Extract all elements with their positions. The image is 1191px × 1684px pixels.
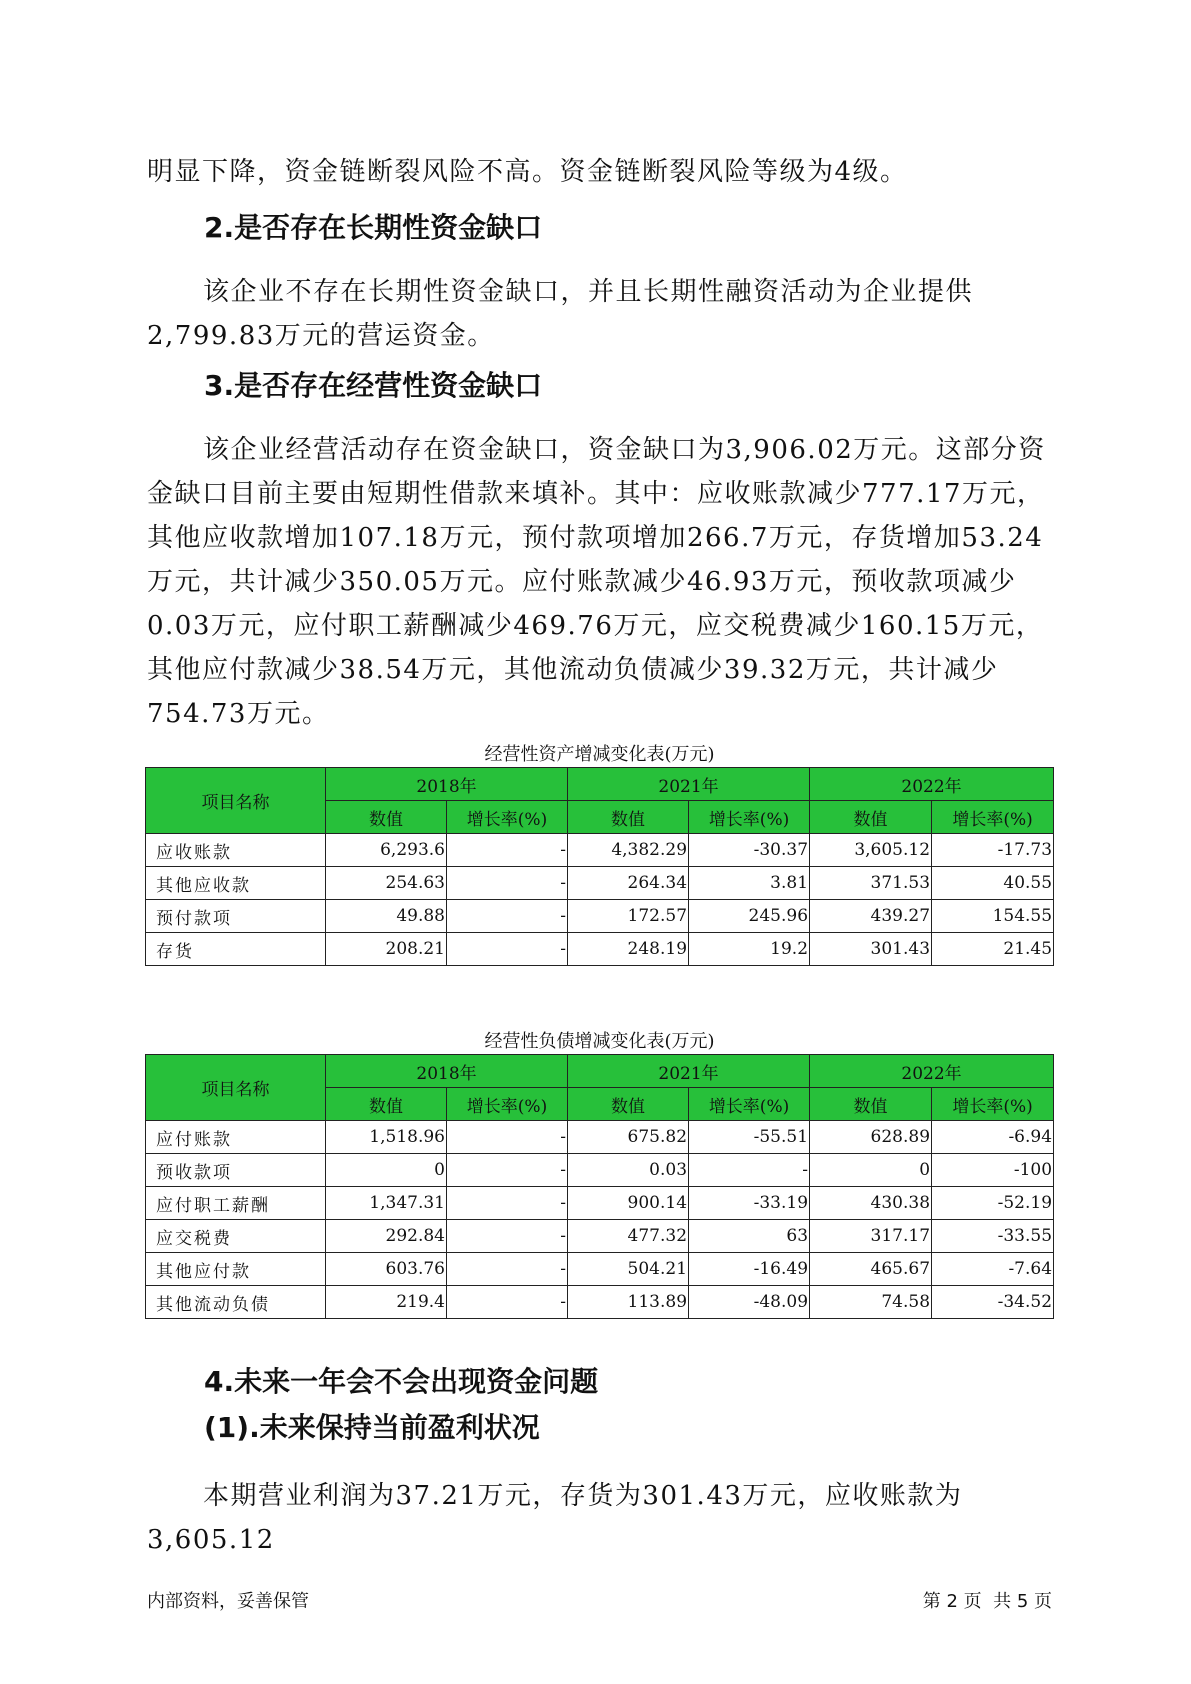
column-header-value: 数值 bbox=[568, 1088, 689, 1121]
row-label: 其他应付款 bbox=[146, 1253, 326, 1286]
column-header-rate: 增长率(%) bbox=[932, 1088, 1054, 1121]
table-row bbox=[146, 1187, 1054, 1220]
cell-value: 6,293.6 bbox=[326, 834, 447, 867]
cell-value: 219.4 bbox=[326, 1286, 447, 1319]
row-label: 应收账款 bbox=[146, 834, 326, 867]
row-label: 其他流动负债 bbox=[146, 1286, 326, 1319]
cell-value: 675.82 bbox=[568, 1121, 689, 1154]
cell-value: 628.89 bbox=[810, 1121, 932, 1154]
cell-rate: -100 bbox=[932, 1154, 1054, 1187]
cell-value: 317.17 bbox=[810, 1220, 932, 1253]
cell-value: 113.89 bbox=[568, 1286, 689, 1319]
column-header-value: 数值 bbox=[568, 801, 689, 834]
cell-rate: -34.52 bbox=[932, 1286, 1054, 1319]
column-header-value: 数值 bbox=[326, 801, 447, 834]
column-header-rate: 增长率(%) bbox=[447, 1088, 568, 1121]
liability-change-table bbox=[145, 1054, 1054, 1319]
column-header-year: 2018年 bbox=[326, 1055, 568, 1088]
cell-rate: - bbox=[447, 900, 568, 933]
table-row bbox=[146, 834, 1054, 867]
paragraph-long-term-gap: 该企业不存在长期性资金缺口，并且长期性融资活动为企业提供2,799.83万元的营运资金。 bbox=[147, 277, 974, 351]
cell-value: 465.67 bbox=[810, 1253, 932, 1286]
cell-rate: - bbox=[447, 1187, 568, 1220]
row-label: 其他应收款 bbox=[146, 867, 326, 900]
column-header-rate: 增长率(%) bbox=[689, 801, 810, 834]
paragraph-operating-gap: 该企业经营活动存在资金缺口，资金缺口为3,906.02万元。这部分资金缺口目前主要由短期性借款来填补。其中：应收账款减少777.17万元，其他应收款增加107.18万元，预付款项增加266.7万元，存货增加53.24万元，共计减少350.05万元。应付账款减少46.93万元，预收款项减少0.03万元，应付职工薪酬减少469.76万元，应交税费减少160.15万元，其他应付款减少38.54万元，其他流动负债减少39.32万元，共计减少754.73万元。 bbox=[147, 435, 1046, 729]
cell-rate: - bbox=[447, 933, 568, 966]
cell-rate: -55.51 bbox=[689, 1121, 810, 1154]
cell-rate: -48.09 bbox=[689, 1286, 810, 1319]
cell-rate: - bbox=[447, 1220, 568, 1253]
table-row bbox=[146, 1220, 1054, 1253]
column-header-year: 2018年 bbox=[326, 768, 568, 801]
cell-value: 900.14 bbox=[568, 1187, 689, 1220]
cell-value: 254.63 bbox=[326, 867, 447, 900]
heading-operating-gap: 3.是否存在经营性资金缺口 bbox=[204, 369, 543, 402]
cell-value: 0.03 bbox=[568, 1154, 689, 1187]
cell-value: 264.34 bbox=[568, 867, 689, 900]
cell-rate: 154.55 bbox=[932, 900, 1054, 933]
cell-value: 371.53 bbox=[810, 867, 932, 900]
table-row bbox=[146, 1121, 1054, 1154]
cell-value: 248.19 bbox=[568, 933, 689, 966]
table-row bbox=[146, 1253, 1054, 1286]
cell-value: 4,382.29 bbox=[568, 834, 689, 867]
cell-rate: - bbox=[447, 1286, 568, 1319]
heading-maintain-profit: (1).未来保持当前盈利状况 bbox=[204, 1411, 540, 1444]
cell-rate: - bbox=[447, 1154, 568, 1187]
paragraph-risk-level: 明显下降，资金链断裂风险不高。资金链断裂风险等级为4级。 bbox=[147, 157, 908, 187]
cell-rate: -30.37 bbox=[689, 834, 810, 867]
table-row bbox=[146, 1154, 1054, 1187]
table-row bbox=[146, 900, 1054, 933]
heading-long-term-gap: 2.是否存在长期性资金缺口 bbox=[204, 211, 543, 244]
column-header-item: 项目名称 bbox=[146, 1055, 326, 1121]
liability-table-caption: 经营性负债增减变化表(万元) bbox=[484, 1031, 715, 1052]
table-row bbox=[146, 867, 1054, 900]
cell-value: 1,518.96 bbox=[326, 1121, 447, 1154]
cell-value: 208.21 bbox=[326, 933, 447, 966]
footer-confidential-note: 内部资料，妥善保管 bbox=[147, 1591, 309, 1612]
row-label: 应付账款 bbox=[146, 1121, 326, 1154]
cell-value: 0 bbox=[810, 1154, 932, 1187]
cell-value: 477.32 bbox=[568, 1220, 689, 1253]
cell-value: 49.88 bbox=[326, 900, 447, 933]
column-header-rate: 增长率(%) bbox=[932, 801, 1054, 834]
footer-page-number: 第 2 页 共 5 页 bbox=[922, 1591, 1052, 1612]
cell-rate: - bbox=[447, 1253, 568, 1286]
cell-value: 74.58 bbox=[810, 1286, 932, 1319]
column-header-value: 数值 bbox=[326, 1088, 447, 1121]
row-label: 应付职工薪酬 bbox=[146, 1187, 326, 1220]
cell-value: 430.38 bbox=[810, 1187, 932, 1220]
column-header-year: 2022年 bbox=[810, 768, 1054, 801]
cell-rate: -6.94 bbox=[932, 1121, 1054, 1154]
cell-value: 301.43 bbox=[810, 933, 932, 966]
column-header-year: 2022年 bbox=[810, 1055, 1054, 1088]
column-header-year: 2021年 bbox=[568, 768, 810, 801]
cell-value: 439.27 bbox=[810, 900, 932, 933]
table-row bbox=[146, 1286, 1054, 1319]
cell-value: 292.84 bbox=[326, 1220, 447, 1253]
cell-rate: - bbox=[447, 867, 568, 900]
heading-next-year-funding: 4.未来一年会不会出现资金问题 bbox=[204, 1365, 599, 1398]
cell-rate: -16.49 bbox=[689, 1253, 810, 1286]
cell-rate: -7.64 bbox=[932, 1253, 1054, 1286]
asset-change-table bbox=[145, 767, 1054, 966]
cell-rate: -52.19 bbox=[932, 1187, 1054, 1220]
cell-rate: - bbox=[447, 834, 568, 867]
column-header-item: 项目名称 bbox=[146, 768, 326, 834]
cell-rate: 245.96 bbox=[689, 900, 810, 933]
column-header-rate: 增长率(%) bbox=[689, 1088, 810, 1121]
cell-rate: 19.2 bbox=[689, 933, 810, 966]
column-header-rate: 增长率(%) bbox=[447, 801, 568, 834]
cell-value: 603.76 bbox=[326, 1253, 447, 1286]
cell-rate: 40.55 bbox=[932, 867, 1054, 900]
column-header-year: 2021年 bbox=[568, 1055, 810, 1088]
cell-rate: -33.55 bbox=[932, 1220, 1054, 1253]
cell-rate: 21.45 bbox=[932, 933, 1054, 966]
cell-rate: - bbox=[447, 1121, 568, 1154]
paragraph-maintain-profit: 本期营业利润为37.21万元，存货为301.43万元，应收账款为3,605.12 bbox=[147, 1481, 963, 1555]
cell-value: 504.21 bbox=[568, 1253, 689, 1286]
cell-value: 0 bbox=[326, 1154, 447, 1187]
cell-value: 3,605.12 bbox=[810, 834, 932, 867]
cell-rate: 63 bbox=[689, 1220, 810, 1253]
asset-table-caption: 经营性资产增减变化表(万元) bbox=[484, 744, 715, 765]
column-header-value: 数值 bbox=[810, 801, 932, 834]
cell-rate: -17.73 bbox=[932, 834, 1054, 867]
row-label: 预付款项 bbox=[146, 900, 326, 933]
cell-rate: -33.19 bbox=[689, 1187, 810, 1220]
row-label: 应交税费 bbox=[146, 1220, 326, 1253]
column-header-value: 数值 bbox=[810, 1088, 932, 1121]
row-label: 预收款项 bbox=[146, 1154, 326, 1187]
cell-rate: - bbox=[689, 1154, 810, 1187]
cell-rate: 3.81 bbox=[689, 867, 810, 900]
cell-value: 172.57 bbox=[568, 900, 689, 933]
row-label: 存货 bbox=[146, 933, 326, 966]
cell-value: 1,347.31 bbox=[326, 1187, 447, 1220]
table-row bbox=[146, 933, 1054, 966]
